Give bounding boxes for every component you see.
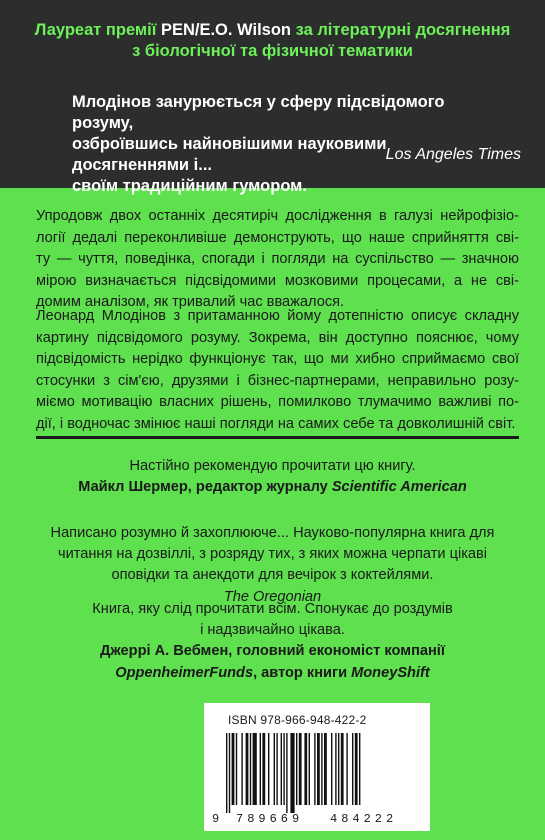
review-oregonian (20, 523, 525, 608)
barcode-digit-group: 484222 (330, 812, 398, 826)
review-text: читання на дозвіллі, з розряду тих, з яких можна черпати цікаві (57, 546, 488, 563)
review-attribution: Майкл Шермер, редактор журналу Scientific American (78, 479, 467, 496)
barcode-digit-first: 9 (212, 812, 220, 826)
barcode-icon (214, 733, 420, 815)
paragraph-line: Леонард Млодінов з притаманною йому дотепністю описує складну (36, 308, 519, 324)
top-quote (72, 92, 492, 197)
top-quote-source: Los Angeles Times (385, 146, 521, 163)
divider-rule (36, 436, 519, 439)
review-source: The Oregonian (223, 588, 322, 605)
review-shermer (20, 456, 525, 498)
paragraph-line: стосунки з сім'єю, друзями і бізнес-партнерами, неправильно розу- (36, 372, 519, 389)
review-text: і надзвичайно цікава. (200, 622, 345, 639)
paragraph-line: міємо мотивацію власних рішень, помилково тлумачимо важливі по- (36, 394, 519, 411)
top-quote-line: Млодінов занурюється у сферу підсвідомого розуму, (72, 93, 445, 132)
paragraph-line: ту — чуття, поведінка, спогади і погляди на суспільство — значною (36, 251, 519, 268)
top-quote-line: своїм традиційним гумором. (72, 177, 307, 195)
isbn-label: ISBN 978-966-948-422-2 (228, 713, 367, 727)
review-webman (20, 599, 525, 684)
description-paragraph-1 (36, 206, 519, 314)
award-line-1: Лауреат премії PEN/E.O. Wilson за літературні досягнення (34, 21, 511, 39)
review-text: Написано розумно й захоплююче... Науково-популярна книга для (50, 525, 495, 541)
paragraph-line: мірою визначається підсвідомими мозковими процесами, а не сві- (36, 272, 519, 289)
barcode-digit-group: 789669 (236, 812, 304, 826)
description-paragraph-2 (36, 306, 519, 436)
paragraph-line: Упродовж двох останніх десятиріч дослідження в галузі нейрофізіо- (36, 208, 519, 224)
review-attribution: Джеррі А. Вебмен, головний економіст компанії (100, 643, 445, 660)
paragraph-line: домим аналізом, як тривалий час вважалося. (36, 294, 345, 311)
award-line-2: з біологічної та фізичної тематики (132, 42, 413, 60)
award-name: PEN/E.O. Wilson (160, 21, 291, 39)
top-quote-line: озброївшись найновішими науковими досягненнями і... (72, 135, 387, 174)
paragraph-line: підсвідомість нерідко функціонує так, що ми хибно сприймаємо свої (36, 351, 519, 368)
award-heading (0, 20, 545, 62)
barcode-panel (204, 703, 430, 831)
review-text: Книга, яку слід прочитати всім. Спонукає до роздумів (92, 601, 453, 617)
paragraph-line: картину підсвідомого розуму. Зокрема, він доступно пояснює, чому (36, 329, 519, 346)
review-attribution: OppenheimerFunds, автор книги MoneyShift (115, 664, 430, 681)
review-text: Настійно рекомендую прочитати цю книгу. (129, 458, 416, 474)
paragraph-line: дії, і водночас змінює наші погляди на самих себе та довколишній світ. (36, 415, 516, 432)
review-text: оповідки та анекдоти для вечірок з коктейлями. (111, 567, 434, 584)
paragraph-line: логії дедалі переконливіше демонструють, що наше сприйняття сві- (36, 229, 519, 246)
